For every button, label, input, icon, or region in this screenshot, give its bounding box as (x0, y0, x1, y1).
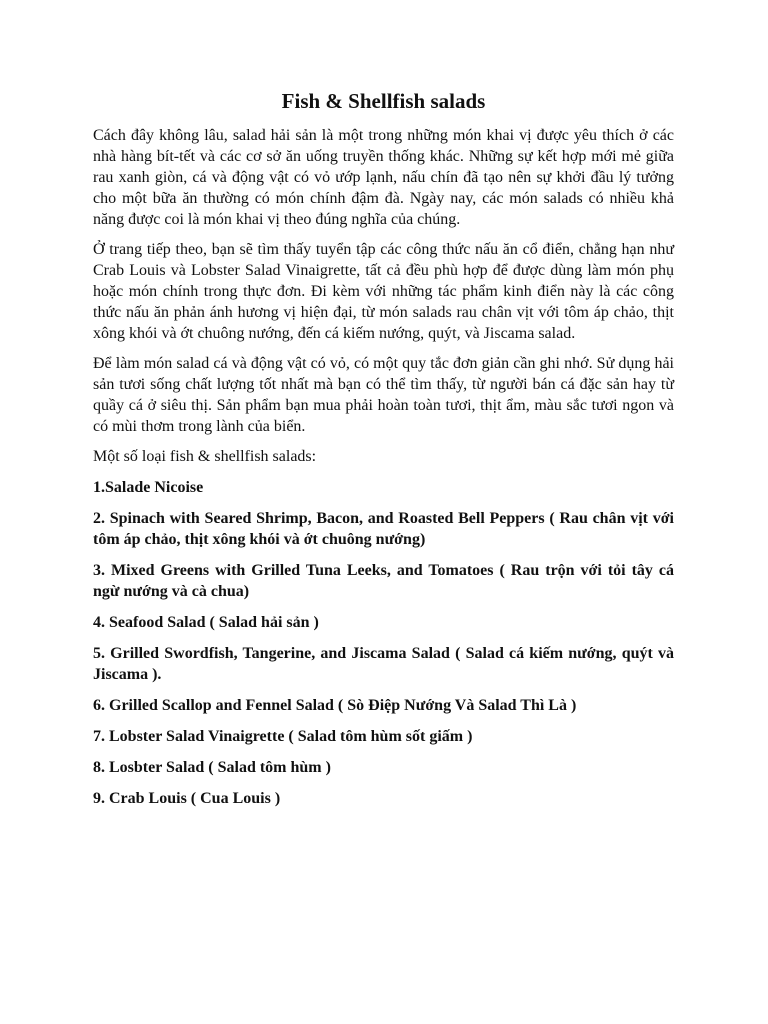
document-title: Fish & Shellfish salads (281, 89, 486, 113)
list-item: 5. Grilled Swordfish, Tangerine, and Jiscama Salad ( Salad cá kiếm nướng, quýt và Jiscama ). (93, 645, 674, 683)
paragraph-recipes: Ở trang tiếp theo, bạn sẽ tìm thấy tuyển tập các công thức nấu ăn cổ điển, chẳng hạn như Crab Louis và Lobster Salad Vinaigrette, tất cả đều phù hợp để được dùng làm món phụ hoặc món chính trong thực đơn. Đi kèm với những tác phẩm kinh điển này là các công thức nấu ăn phản ánh hương vị hiện đại, từ món salads rau chân vịt với tôm áp chảo, thịt xông khói và ớt chuông nướng, đến cá kiếm nướng, quýt, và Jiscama salad. (93, 241, 674, 342)
document-page (93, 88, 674, 819)
list-item: 3. Mixed Greens with Grilled Tuna Leeks, and Tomatoes ( Rau trộn với tỏi tây cá ngừ nướng và cà chua) (93, 562, 674, 600)
list-item: 6. Grilled Scallop and Fennel Salad ( Sò Điệp Nướng Và Salad Thì Là ) (93, 697, 577, 714)
list-item: 9. Crab Louis ( Cua Louis ) (93, 790, 281, 807)
list-item: 1.Salade Nicoise (93, 479, 204, 496)
paragraph-intro: Cách đây không lâu, salad hải sản là một trong những món khai vị được yêu thích ở các nhà hàng bít-tết và các cơ sở ăn uống truyền thống khác. Những sự kết hợp mới mẻ giữa rau xanh giòn, cá và động vật có vỏ ướp lạnh, nấu chín đã tạo nên sự khởi đầu lý tưởng cho một bữa ăn thường có món chính đậm đà. Ngày nay, các món salads có nhiều khả năng được coi là món khai vị theo đúng nghĩa của chúng. (93, 127, 674, 228)
paragraph-rule: Để làm món salad cá và động vật có vỏ, có một quy tắc đơn giản cần ghi nhớ. Sử dụng hải sản tươi sống chất lượng tốt nhất mà bạn có thể tìm thấy, từ người bán cá đặc sản hay từ quầy cá ở siêu thị. Sản phẩm bạn mua phải hoàn toàn tươi, thịt ẩm, màu sắc tươi ngon và có mùi thơm trong lành của biển. (93, 355, 674, 435)
list-item: 7. Lobster Salad Vinaigrette ( Salad tôm hùm sốt giấm ) (93, 728, 473, 745)
list-intro: Một số loại fish & shellfish salads: (93, 448, 317, 465)
salad-list (93, 477, 674, 809)
list-item: 8. Losbter Salad ( Salad tôm hùm ) (93, 759, 331, 776)
list-item: 2. Spinach with Seared Shrimp, Bacon, and Roasted Bell Peppers ( Rau chân vịt với tôm áp chảo, thịt xông khói và ớt chuông nướng) (93, 510, 674, 548)
list-item: 4. Seafood Salad ( Salad hải sản ) (93, 614, 319, 631)
